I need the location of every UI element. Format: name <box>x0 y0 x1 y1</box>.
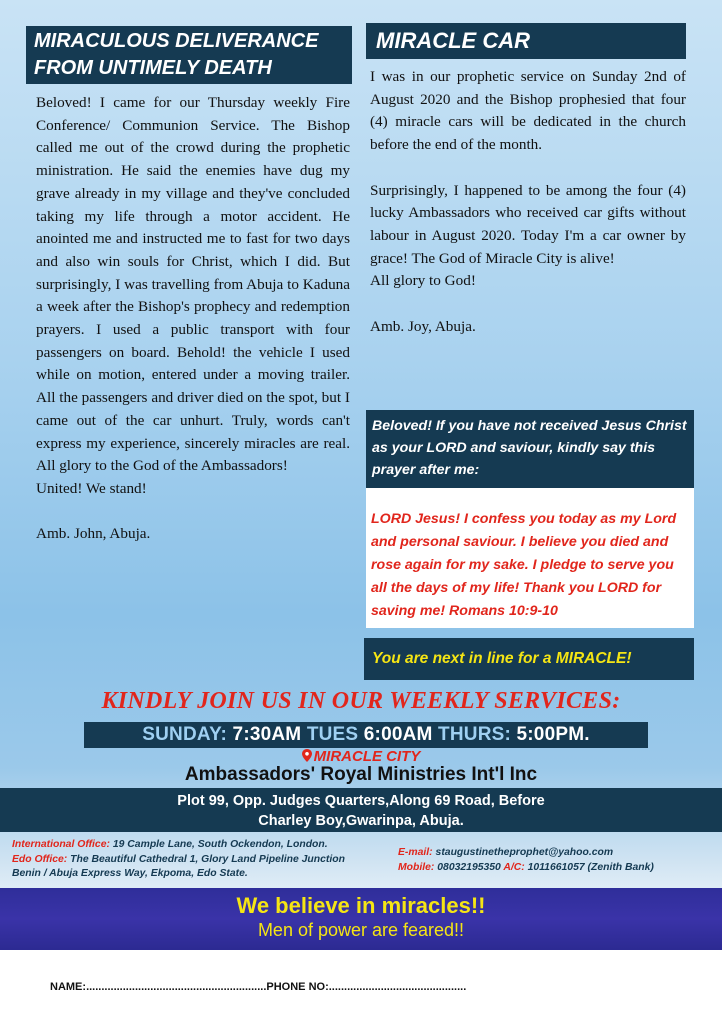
next-in-line-banner: You are next in line for a MIRACLE! <box>364 638 694 680</box>
phone-field[interactable]: ............................................. <box>328 981 467 993</box>
intl-office <box>12 838 402 853</box>
phone-label: PHONE NO: <box>266 981 329 993</box>
email-label: E-mail: <box>398 847 433 858</box>
edo-office-value2: Benin / Abuja Express Way, Ekpoma, Edo State. <box>12 868 248 879</box>
location-pin-icon <box>302 749 312 762</box>
right-testimony-para1: I was in our prophetic service on Sunday 2nd of August 2020 and the Bishop prophesied that four (4) miracle cars will be dedicated in the church before the end of the month. <box>370 68 686 154</box>
ac-label: A/C: <box>503 861 525 873</box>
left-testimony <box>36 92 350 546</box>
slogan-banner <box>0 888 722 950</box>
office-addresses <box>12 838 402 882</box>
mobile-row <box>398 861 718 876</box>
edo-office-value: The Beautiful Cathedral 1, Glory Land Pipeline Junction <box>70 853 345 865</box>
edo-office <box>12 853 402 868</box>
mobile-value: 08032195350 <box>437 861 501 873</box>
mobile-label: Mobile: <box>398 861 435 873</box>
edo-office-label: Edo Office: <box>12 853 68 865</box>
intl-office-value: 19 Cample Lane, South Ockendon, London. <box>112 839 328 850</box>
name-field[interactable]: ........................................................... <box>86 981 267 993</box>
left-heading <box>26 26 352 84</box>
intl-office-label: International Office: <box>12 839 110 850</box>
right-heading: MIRACLE CAR <box>366 23 686 59</box>
right-testimony-para2-end: All glory to God! <box>370 272 476 290</box>
left-testimony-closing: United! We stand! <box>36 479 147 497</box>
salvation-prayer: LORD Jesus! I confess you today as my Lord and personal saviour. I believe you died and rose again for my sake. I pledge to serve you all the days of my life! Thank you LORD for saving me! Romans 10:9-10 <box>366 488 694 628</box>
left-heading-line1: MIRACULOUS DELIVERANCE <box>34 30 319 52</box>
ac-value: 1011661057 (Zenith Bank) <box>527 861 654 873</box>
location-name <box>0 748 722 765</box>
email-row <box>398 846 718 861</box>
right-testimony-signature: Amb. Joy, Abuja. <box>370 317 476 335</box>
sunday-label: SUNDAY: <box>142 724 228 745</box>
contact-form-line <box>50 981 690 993</box>
tues-time: 6:00AM <box>363 724 433 745</box>
salvation-invite: Beloved! If you have not received Jesus Christ as your LORD and saviour, kindly say this prayer after me: <box>366 410 694 488</box>
tues-label: TUES <box>306 724 359 745</box>
sunday-time: 7:30AM <box>232 724 302 745</box>
slogan-line1: We believe in miracles!! <box>236 893 486 918</box>
organization-name: Ambassadors' Royal Ministries Int'l Inc <box>184 764 538 785</box>
left-testimony-body: Beloved! I came for our Thursday weekly Fire Conference/ Communion Service. The Bishop called me out of the crowd during the prophetic ministration. He said the enemies have dug my grave already in my village and they've concluded taking my life through a motor accident. He anointed me and instructed me to fast for two days and also win souls for Christ, which I did. But surprisingly, I was travelling from Abuja to Kaduna a week after the Bishop's prophecy and redemption prayers. I used a public transport with four passengers on board. Behold! the vehicle I used while on motion, entered under a moving trailer. All the passengers and driver died on the spot, but I came out of the car unhurt. Truly, words can't express my experience, sincerely miracles are real. All glory to the God of the Ambassadors! <box>36 94 350 475</box>
email-value[interactable]: staugustinetheprophet@yahoo.com <box>435 847 614 858</box>
right-testimony <box>370 66 686 338</box>
church-address <box>0 788 722 832</box>
address-line2: Charley Boy,Gwarinpa, Abuja. <box>258 813 464 829</box>
location-name-text: MIRACLE CITY <box>313 748 421 765</box>
services-heading: KINDLY JOIN US IN OUR WEEKLY SERVICES: <box>101 688 621 714</box>
right-testimony-para2: Surprisingly, I happened to be among the four (4) lucky Ambassadors who received car gifts without labour in August 2020. Today I'm a car owner by grace! The God of Miracle City is alive! <box>370 181 686 267</box>
contact-info <box>398 846 718 875</box>
slogan-line2: Men of power are feared!! <box>257 920 465 940</box>
service-times <box>84 722 648 748</box>
thurs-label: THURS: <box>438 724 512 745</box>
address-line1: Plot 99, Opp. Judges Quarters,Along 69 Road, Before <box>177 793 545 809</box>
name-label: NAME: <box>50 981 87 993</box>
left-heading-line2: FROM UNTIMELY DEATH <box>34 57 272 79</box>
thurs-time: 5:00PM. <box>516 724 590 745</box>
left-testimony-signature: Amb. John, Abuja. <box>36 525 151 543</box>
